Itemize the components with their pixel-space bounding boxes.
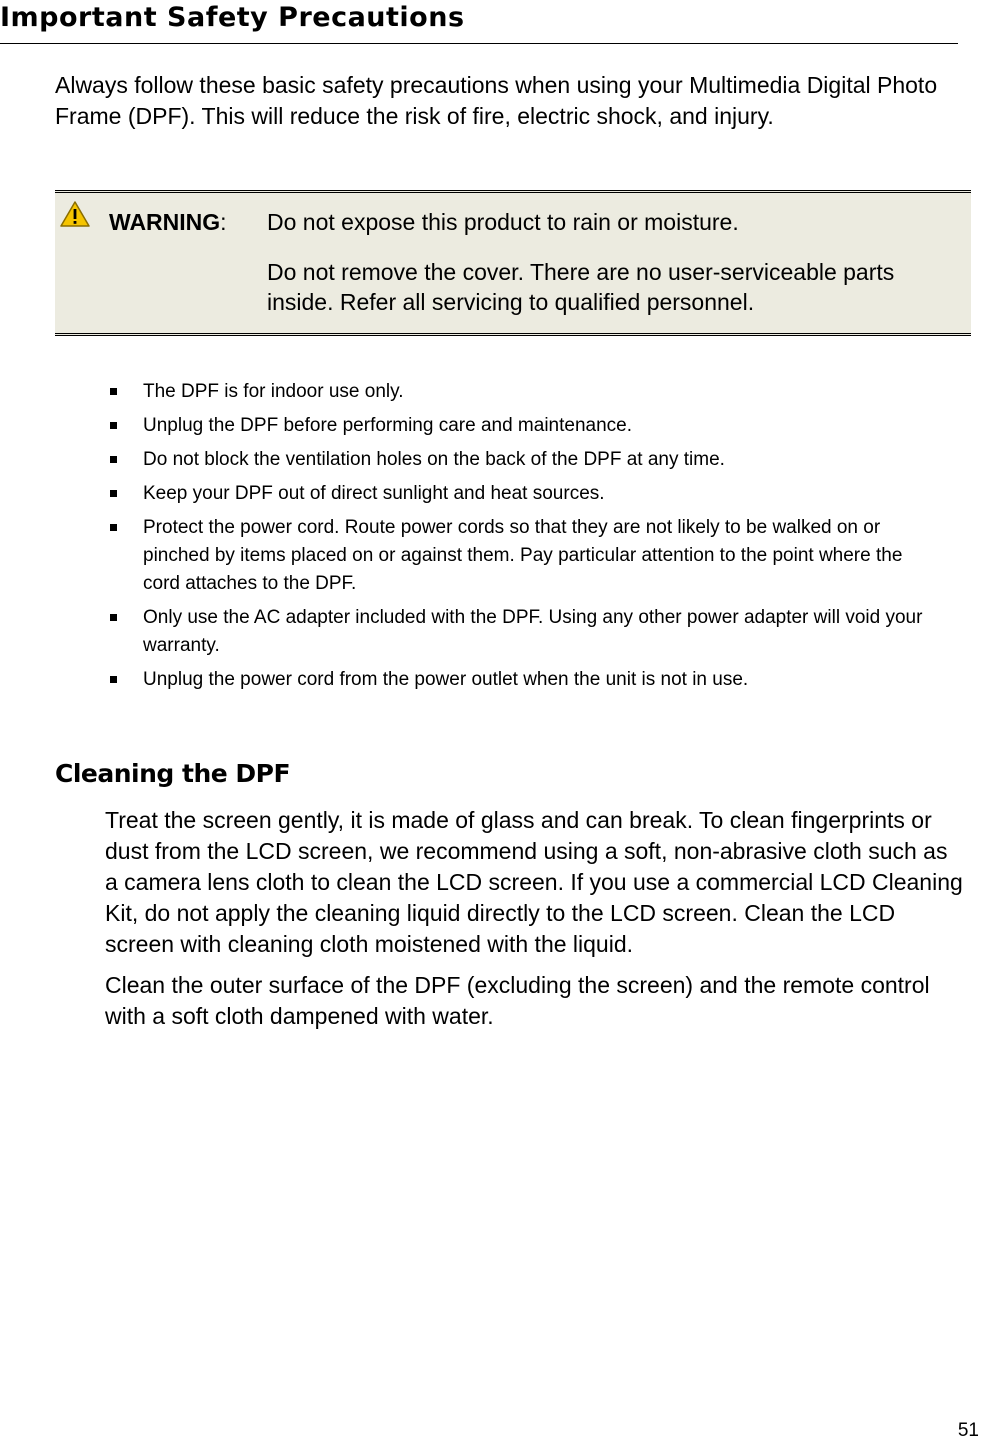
list-item: Protect the power cord. Route power cords so that they are not likely to be walked on or pinched by items placed on or against them. Pay particular attention to the point where the cord attaches to the DPF. — [0, 514, 943, 598]
bullet-square-icon — [110, 676, 117, 683]
precautions-list — [0, 378, 987, 700]
bullet-square-icon — [110, 422, 117, 429]
cleaning-paragraph: Clean the outer surface of the DPF (excluding the screen) and the remote control with a soft cloth dampened with water. — [105, 972, 930, 1029]
cleaning-section-title: Cleaning the DPF — [55, 759, 291, 788]
list-item: Only use the AC adapter included with the DPF. Using any other power adapter will void your warranty. — [0, 604, 943, 660]
list-item: The DPF is for indoor use only. — [0, 378, 943, 406]
warning-line: Do not remove the cover. There are no user-serviceable parts inside. Refer all servicing to qualified personnel. — [267, 259, 895, 315]
bullet-square-icon — [110, 456, 117, 463]
bullet-square-icon — [110, 388, 117, 395]
cleaning-section — [105, 805, 965, 1042]
warning-triangle-icon — [59, 200, 91, 228]
list-item: Do not block the ventilation holes on the back of the DPF at any time. — [0, 446, 943, 474]
page-number: 51 — [957, 1420, 979, 1441]
bullet-square-icon — [110, 490, 117, 497]
bullet-square-icon — [110, 524, 117, 531]
warning-label: WARNING: — [109, 209, 227, 235]
page-title: Important Safety Precautions — [0, 2, 465, 33]
intro-paragraph: Always follow these basic safety precautions when using your Multimedia Digital Photo Frame (DPF). This will reduce the risk of fire, electric shock, and injury. — [55, 72, 938, 129]
warning-box — [55, 190, 971, 336]
bullet-square-icon — [110, 614, 117, 621]
list-item: Unplug the DPF before performing care and maintenance. — [0, 412, 943, 440]
warning-line: Do not expose this product to rain or moisture. — [267, 209, 739, 235]
cleaning-paragraph: Treat the screen gently, it is made of glass and can break. To clean fingerprints or dust from the LCD screen, we recommend using a soft, non-abrasive cloth such as a camera lens cloth to clean the LCD screen. If you use a commercial LCD Cleaning Kit, do not apply the cleaning liquid directly to the LCD screen. Clean the LCD screen with cleaning cloth moistened with the liquid. — [105, 807, 963, 957]
list-item: Unplug the power cord from the power outlet when the unit is not in use. — [0, 666, 943, 694]
warning-text — [267, 207, 967, 337]
list-item: Keep your DPF out of direct sunlight and heat sources. — [0, 480, 943, 508]
title-divider — [0, 43, 958, 44]
